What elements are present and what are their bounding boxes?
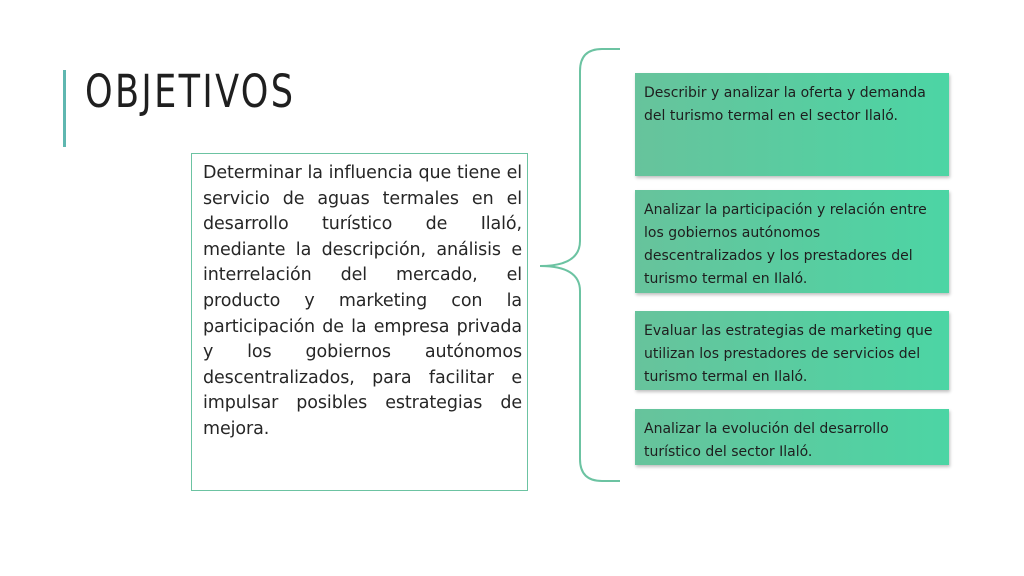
title-accent-bar <box>63 70 66 147</box>
specific-objective-4-text: Analizar la evolución del desarrollo turístico del sector Ilaló. <box>644 421 889 460</box>
slide-title: OBJETIVOS <box>85 65 296 118</box>
specific-objective-3-text: Evaluar las estrategias de marketing que utilizan los prestadores de servicios del turismo termal en Ilaló. <box>644 323 933 385</box>
specific-objective-1 <box>635 73 949 176</box>
curly-brace-connector <box>536 46 626 486</box>
specific-objective-3 <box>635 311 949 390</box>
specific-objective-1-text: Describir y analizar la oferta y demanda del turismo termal en el sector Ilaló. <box>644 85 926 124</box>
general-objective-text: Determinar la influencia que tiene el servicio de aguas termales en el desarrollo turístico de Ilaló, mediante la descripción, análisis e interrelación del mercado, el producto y marketing con la participación de la empresa privada y los gobiernos autónomos descentralizados, para facilitar e impulsar posibles estrategias de mejora. <box>203 163 522 439</box>
specific-objective-2-text: Analizar la participación y relación entre los gobiernos autónomos descentralizados y los prestadores del turismo termal en Ilaló. <box>644 202 927 287</box>
general-objective-box <box>191 153 528 491</box>
specific-objective-2 <box>635 190 949 293</box>
specific-objective-4 <box>635 409 949 465</box>
